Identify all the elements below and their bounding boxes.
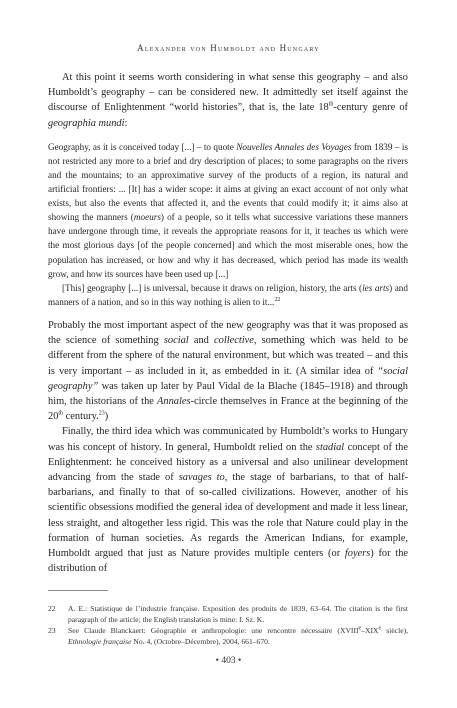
- text-run: was taken up later by Paul Vidal de la Blache (1845–1918) and through him, the historians of the: [48, 380, 408, 407]
- text-run: Probably the most important aspect of the new geography was that it was proposed as the science of something: [48, 319, 408, 347]
- text-run: Finally, the third idea which was communicated by Humboldt’s works to Hungary was his concept of history. In general, Humboldt relied on the: [48, 426, 408, 453]
- page-number: • 403 •: [215, 656, 242, 666]
- italic-term: moeurs: [133, 212, 161, 223]
- paragraph-2: [48, 318, 408, 424]
- paragraph-1: [48, 70, 408, 131]
- footnote-divider: [48, 590, 108, 591]
- italic-term: stadial: [315, 441, 345, 453]
- paragraph-3: [48, 424, 408, 576]
- text-run: :: [124, 117, 128, 129]
- italic-term: Annales: [157, 395, 191, 407]
- footnote-ref-22[interactable]: 22: [274, 296, 281, 303]
- superscript: th: [328, 101, 334, 108]
- text-run: ) of a people, so it tells what successive variations these manners have undergone through time, it reveals the appropriate reasons for it, it teaches us which were the most glorious days [of the people concerned] and which the most miserable ones, how the population has increased, or how and why it has decreased, which period has made its wealth grow, and how its sources have been used up [...]: [48, 212, 409, 279]
- italic-term: savages to: [178, 471, 225, 483]
- footnote-ref-23[interactable]: 23: [98, 410, 105, 417]
- main-text: [48, 70, 408, 576]
- italic-term: collective: [214, 335, 254, 347]
- text-run: ): [104, 411, 109, 423]
- text-run: from 1839 – is not restricted any more to a brief and dry description of places; to some paragraphs on the rivers and the mountains; to an approximative survey of the products of a region, its natural and artificial frontiers: ... [It] has a wider scope: it aims at giving an exact account of not only what exists, but also the events that affected it, and the events that could modify it; it aims also at showing the manners (: [48, 141, 408, 223]
- text-run: , something which was held to be different from the sphere of the natural environment, but which was treated – and this is very important – as included in it, as embedded in it. (A similar idea of: [48, 335, 409, 377]
- text-run: [This] geography [...] is universal, because it draws on religion, history, the arts (: [62, 282, 363, 293]
- text-run: ) for the distribution of: [48, 547, 409, 575]
- quote-paragraph-1: [48, 140, 408, 281]
- italic-term: foyers: [344, 547, 371, 559]
- text-run: ) and manners of a nation, and so in this way nothing is alien to it...: [48, 282, 408, 307]
- italic-title: Nouvelles Annales des Voyages: [236, 141, 352, 152]
- italic-term: social: [163, 335, 189, 347]
- text-run: A. E.: Statistique de l’industrie française. Exposition des produits de 1839, 63–64. The citation is the first paragraph of the article; the English translation is mine: I. Sz. K.: [68, 604, 408, 624]
- text-run: concept of the Enlightenment: he conceived history as a universal and also unilinear development advancing from the stade of: [48, 441, 408, 483]
- running-head: Alexander von Humboldt and Hungary: [137, 43, 320, 53]
- quote-paragraph-2: [48, 281, 408, 309]
- text-run: –XIX: [361, 626, 379, 635]
- italic-term: “social geography”: [48, 365, 408, 392]
- footnote-text: [68, 625, 408, 647]
- block-quote: [48, 140, 408, 309]
- text-run: century.: [63, 411, 99, 423]
- footnote-number: 23: [48, 626, 56, 635]
- footnote-22: [48, 603, 408, 625]
- footnote-number: 22: [48, 604, 56, 613]
- superscript: e: [358, 625, 362, 632]
- text-run: , the stage of barbarians, to that of half-barbarians, and finally to that of so-called civilizations. However, another of his scientific obsessions modified the general idea of development and made it less linear, less straight, and altogether less rigid. This was the role that Nature could play in the formation of human societies. As regards the American Indians, for example, Humboldt argued that just as Nature provides multiple centers (or: [48, 471, 409, 559]
- footnote-23: [48, 625, 408, 647]
- text-run: At this point it seems worth considering in what sense this geography – and also Humboldt’s geography – can be considered new. It admittedly set itself against the discourse of Enlightenment “world histories”, that is, the late 18: [48, 72, 408, 114]
- superscript: e: [378, 625, 382, 632]
- text-run: -circle themselves in France at the beginning of the 20: [48, 395, 409, 423]
- text-run: and: [188, 335, 215, 347]
- italic-term: geographia mundi: [48, 117, 125, 129]
- text-run: -century genre of: [333, 102, 408, 114]
- italic-title: Ethnologie française: [68, 637, 132, 646]
- footnotes: [48, 603, 408, 647]
- text-run: siècle),: [381, 626, 408, 635]
- text-run: No. 4, (Octobre–Décembre), 2004, 661–670.: [131, 637, 270, 646]
- footnote-text: [68, 603, 408, 625]
- text-run: Geography, as it is conceived today [...] – to quote: [48, 141, 237, 152]
- italic-term: les arts: [362, 282, 390, 293]
- text-run: See Claude Blanckaert: Géographie et anthropologie: une rencontre nécessaire (XVIII: [68, 626, 359, 635]
- superscript: th: [58, 410, 64, 417]
